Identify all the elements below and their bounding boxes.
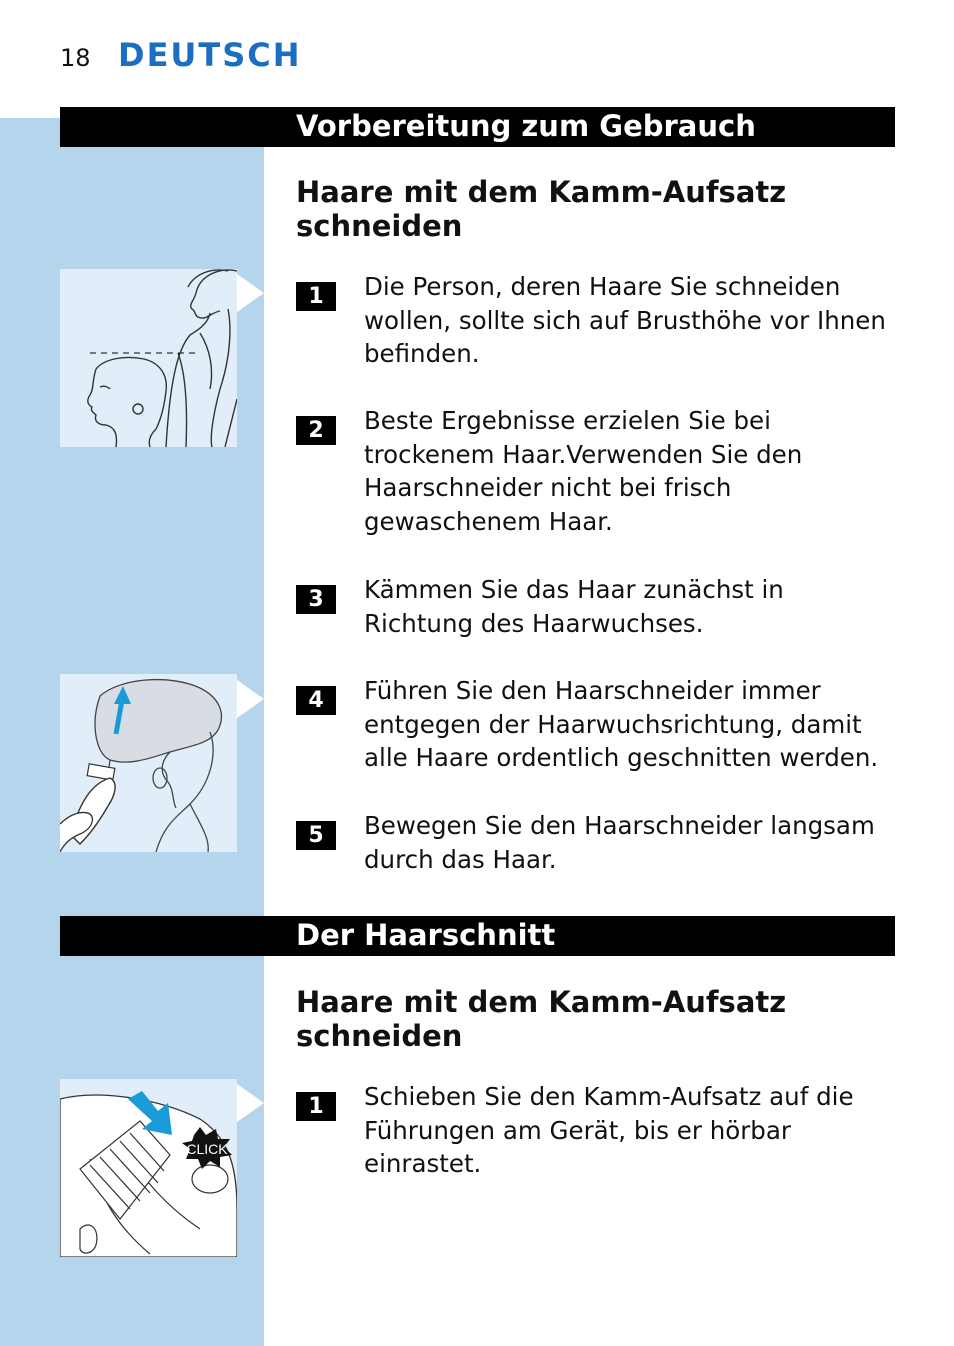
- step-number: 4: [296, 686, 336, 715]
- person-seated-illustration: [60, 269, 237, 447]
- step-text: Bewegen Sie den Haarschneider langsam durch das Haar.: [364, 811, 875, 874]
- step-number: 3: [296, 585, 336, 614]
- step-text: Kämmen Sie das Haar zunächst in Richtung des Haarwuchses.: [364, 575, 784, 638]
- illustration-pointer: [237, 1084, 264, 1122]
- hair-clipper-icon: [60, 764, 115, 852]
- section-title-haircut: Der Haarschnitt: [60, 916, 895, 956]
- trimming-head-illustration: [60, 674, 237, 852]
- step-text: Die Person, deren Haare Sie schneiden wollen, sollte sich auf Brusthöhe vor Ihnen befinden.: [364, 272, 886, 369]
- comb-attachment-illustration: [60, 1079, 237, 1257]
- step-text: Beste Ergebnisse erzielen Sie bei trockenem Haar.Verwenden Sie den Haarschneider nicht bei frisch gewaschenem Haar.: [364, 406, 803, 537]
- illustration-pointer: [237, 680, 264, 718]
- illustration-attach-comb: [60, 1079, 237, 1257]
- subtitle-line: Haare mit dem Kamm-Aufsatz: [296, 175, 787, 209]
- click-label: CLICK: [186, 1141, 228, 1157]
- step-number: 2: [296, 416, 336, 445]
- step-number: 1: [296, 1092, 336, 1121]
- step-number: 1: [296, 282, 336, 311]
- illustration-trimming-direction: [60, 674, 237, 852]
- illustration-pointer: [237, 274, 264, 312]
- section-subtitle: [296, 985, 856, 1053]
- section-title-preparation: Vorbereitung zum Gebrauch: [60, 107, 895, 147]
- page-number: 18: [60, 44, 91, 72]
- section-subtitle: [296, 175, 856, 243]
- subtitle-line: Haare mit dem Kamm-Aufsatz: [296, 985, 787, 1019]
- step-number: 5: [296, 821, 336, 850]
- subtitle-line: schneiden: [296, 209, 463, 243]
- step-text: Führen Sie den Haarschneider immer entgegen der Haarwuchsrichtung, damit alle Haare ordentlich geschnitten werden.: [364, 676, 879, 773]
- language-heading: DEUTSCH: [118, 36, 302, 74]
- illustration-seating-position: [60, 269, 237, 447]
- subtitle-line: schneiden: [296, 1019, 463, 1053]
- step-text: Schieben Sie den Kamm-Aufsatz auf die Führungen am Gerät, bis er hörbar einrastet.: [364, 1082, 854, 1179]
